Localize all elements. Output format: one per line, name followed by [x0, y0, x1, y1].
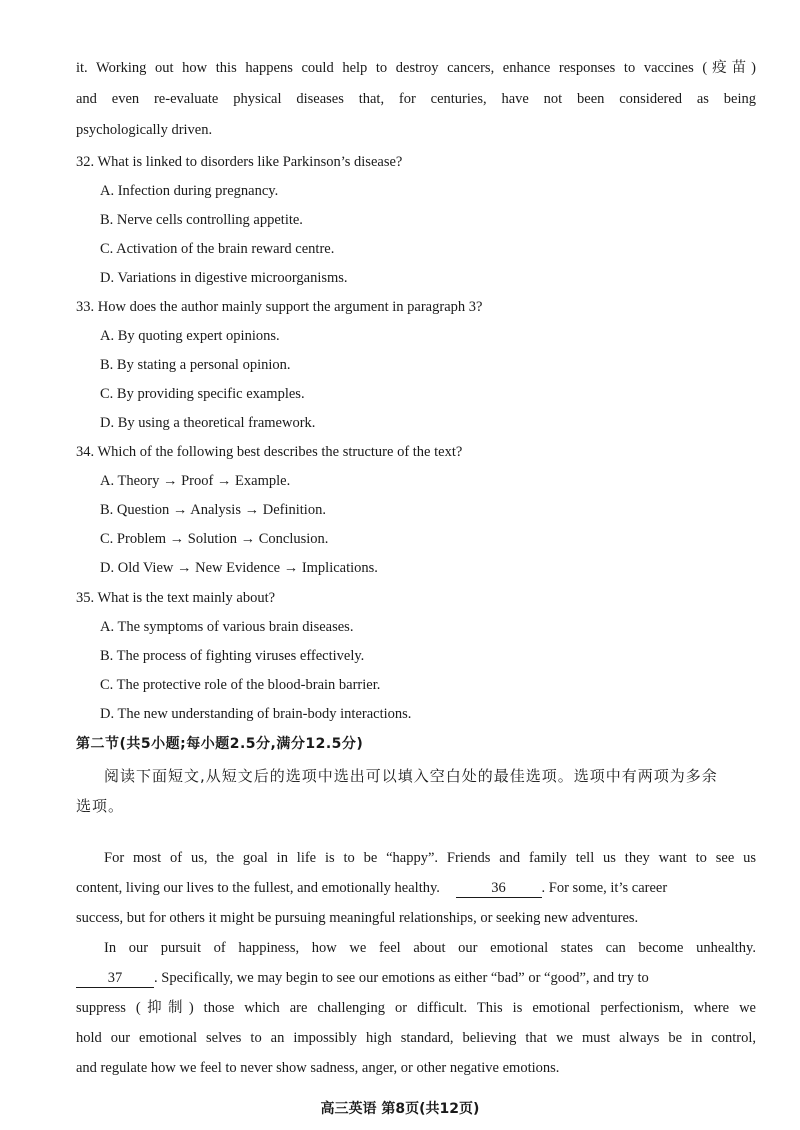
paragraph-text: content, living our lives to the fullest, and emotionally healthy.	[76, 880, 440, 896]
option-33-d: D. By using a theoretical framework.	[100, 415, 316, 431]
passage-line: and even re-evaluate physical diseases that, for centuries, have not been considered as being	[76, 91, 756, 107]
paragraph-text: . Specifically, we may begin to see our emotions as either “bad” or “good”, and try to	[154, 970, 649, 986]
option-33-c: C. By providing specific examples.	[100, 386, 305, 402]
option-34-c: C. Problem → Solution → Conclusion.	[100, 531, 329, 547]
section-instruction: 阅读下面短文,从短文后的选项中选出可以填入空白处的最佳选项。选项中有两项为多余	[104, 767, 718, 785]
question-stem-34: 34. Which of the following best describes the structure of the text?	[76, 444, 463, 460]
paragraph-line: For most of us, the goal in life is to be “happy”. Friends and family tell us they want to see us	[104, 850, 756, 866]
option-34-d: D. Old View → New Evidence → Implications.	[100, 560, 378, 576]
paragraph-text: . For some, it’s career	[541, 880, 668, 896]
paragraph-line: suppress (抑制) those which are challenging or difficult. This is emotional perfectionism, where we	[76, 1000, 756, 1016]
question-stem-32: 32. What is linked to disorders like Parkinson’s disease?	[76, 154, 403, 170]
paragraph-line: hold our emotional selves to an impossibly high standard, believing that we must always be in control,	[76, 1030, 756, 1046]
blank-37[interactable]: 37	[76, 969, 154, 988]
blank-36[interactable]: 36	[456, 879, 542, 898]
section-instruction: 选项。	[76, 797, 125, 815]
paragraph-line: In our pursuit of happiness, how we feel about our emotional states can become unhealthy.	[104, 940, 756, 956]
option-35-b: B. The process of fighting viruses effectively.	[100, 648, 365, 664]
option-32-d: D. Variations in digestive microorganisms.	[100, 270, 348, 286]
option-34-a: A. Theory → Proof → Example.	[100, 473, 291, 489]
question-stem-35: 35. What is the text mainly about?	[76, 590, 276, 606]
option-32-c: C. Activation of the brain reward centre.	[100, 241, 335, 257]
option-33-a: A. By quoting expert opinions.	[100, 328, 280, 344]
passage-line: it. Working out how this happens could help to destroy cancers, enhance responses to vaccines (疫苗)	[76, 60, 756, 76]
paragraph-line	[76, 968, 756, 988]
passage-line: psychologically driven.	[76, 122, 213, 138]
option-34-b: B. Question → Analysis → Definition.	[100, 502, 326, 518]
option-32-a: A. Infection during pregnancy.	[100, 183, 279, 199]
option-33-b: B. By stating a personal opinion.	[100, 357, 291, 373]
paragraph-line: and regulate how we feel to never show sadness, anger, or other negative emotions.	[76, 1060, 560, 1076]
paragraph-line: success, but for others it might be pursuing meaningful relationships, or seeking new adventures.	[76, 910, 639, 926]
option-32-b: B. Nerve cells controlling appetite.	[100, 212, 303, 228]
page-footer: 高三英语 第8页(共12页)	[320, 1101, 480, 1117]
section-title: 第二节(共5小题;每小题2.5分,满分12.5分)	[76, 736, 364, 752]
question-stem-33: 33. How does the author mainly support the argument in paragraph 3?	[76, 299, 483, 315]
option-35-d: D. The new understanding of brain-body interactions.	[100, 706, 412, 722]
option-35-c: C. The protective role of the blood-brain barrier.	[100, 677, 381, 693]
paragraph-line	[76, 878, 756, 898]
option-35-a: A. The symptoms of various brain diseases.	[100, 619, 354, 635]
